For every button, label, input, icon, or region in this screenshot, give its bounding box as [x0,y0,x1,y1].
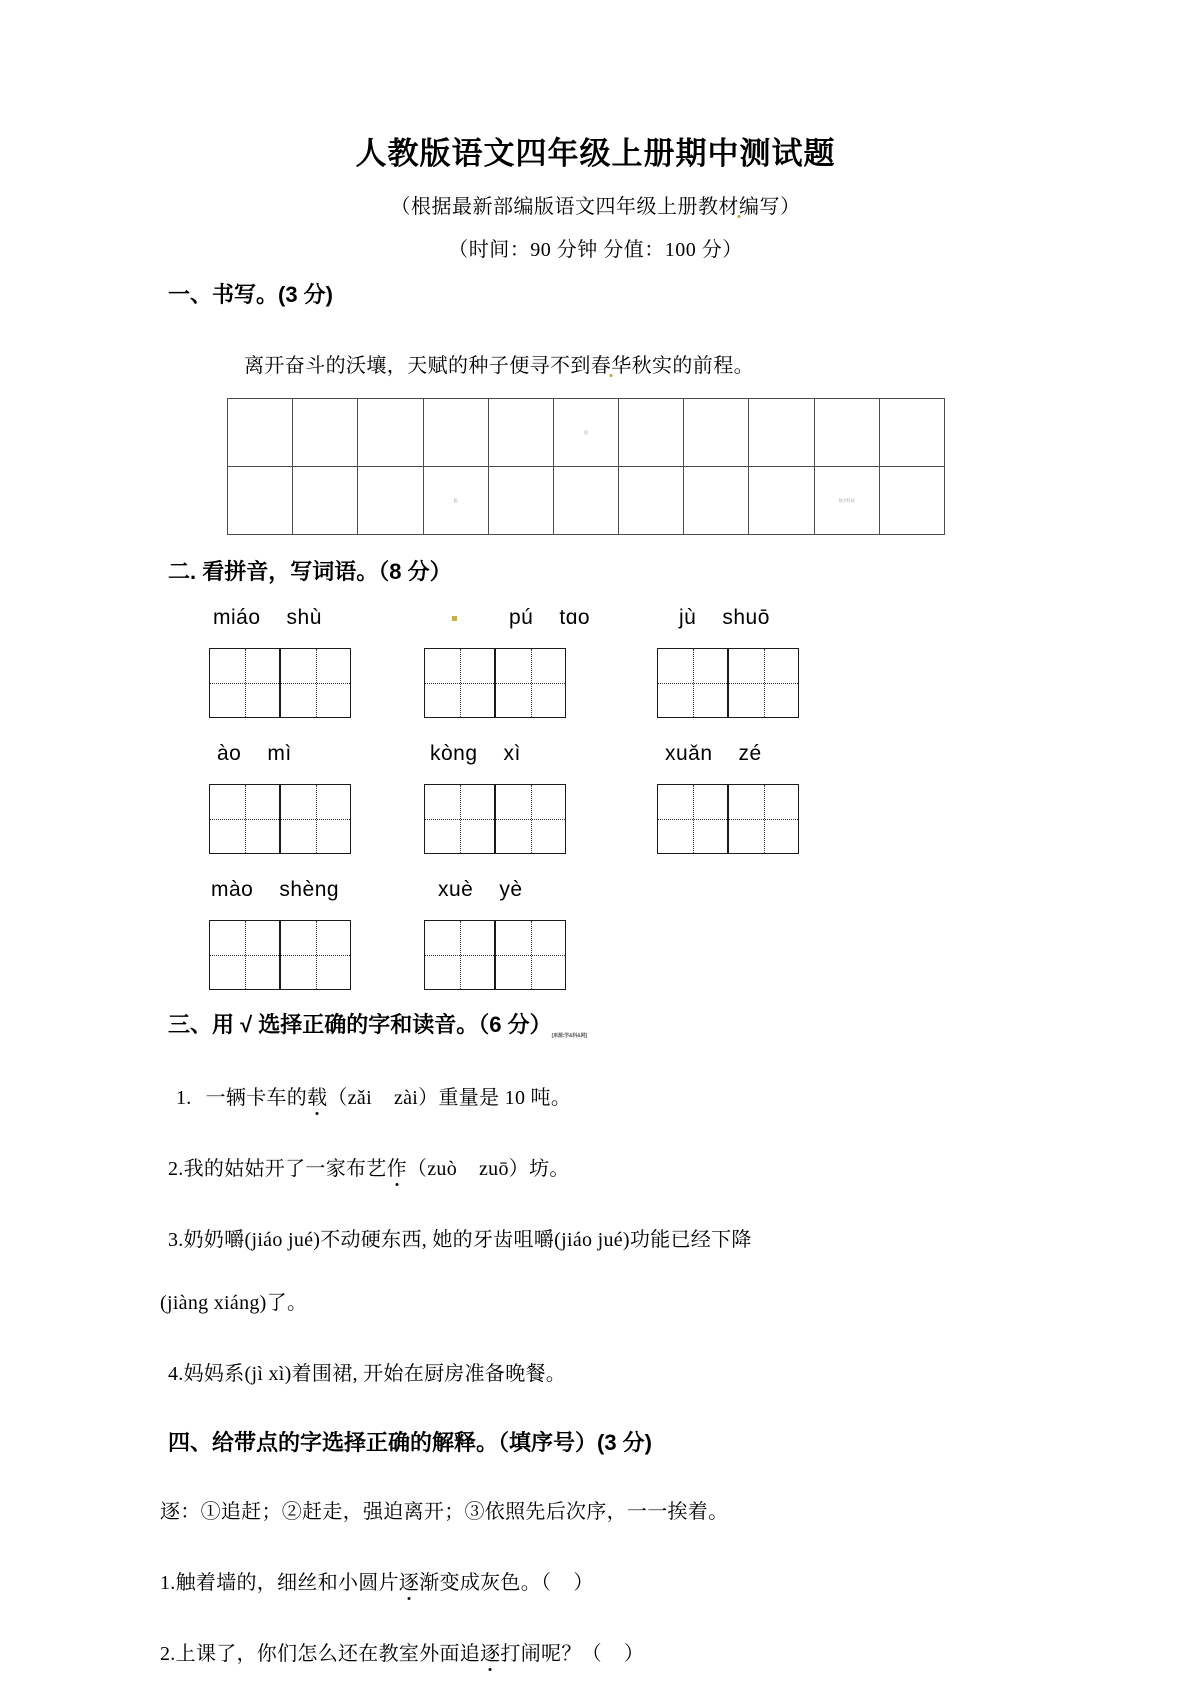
question-number: 2. [168,1158,184,1180]
question-text-pre: 一辆卡车的 [205,1087,308,1109]
tianzi-grid[interactable] [657,648,856,718]
question-number: 2. [160,1643,176,1665]
pinyin-syllable: zé [738,742,762,765]
handwriting-cell[interactable] [619,399,684,467]
handwriting-cell[interactable] [619,467,684,535]
handwriting-cell[interactable] [879,399,944,467]
pinyin-group [416,742,629,854]
pinyin-label [643,742,856,772]
tianzi-cell[interactable] [280,784,351,854]
pinyin-syllable: xì [503,742,521,765]
pinyin-label [416,878,629,908]
pinyin-group [203,878,416,990]
subtitle-text-post: 编写） [739,196,801,218]
tianzi-grid[interactable] [209,920,416,990]
tianzi-grid[interactable] [209,648,416,718]
question-text-pre: 上课了，你们怎么还在教室外面追 [175,1643,481,1665]
handwriting-cell[interactable] [358,467,423,535]
question-number: 1. [160,1572,176,1594]
section-3-heading-text: 三、用 √ 选择正确的字和读音。（6 分） [168,1012,552,1037]
handwriting-cell[interactable] [684,399,749,467]
handwriting-cell[interactable] [228,399,293,467]
pinyin-group [203,742,416,854]
tianzi-cell[interactable] [495,648,566,718]
pinyin-label [203,606,416,636]
question-3-1 [0,1059,1191,1110]
pinyin-syllable: miáo [213,606,261,629]
subtitle-text-pre: （根据最新部编版语文四年级上册教材 [390,196,739,218]
section-2-heading: 二. 看拼音，写词语。（8 分） [168,559,452,584]
dotted-char: 逐 [480,1637,500,1666]
question-number: 3. [168,1229,184,1251]
answer-blank[interactable]: ） [573,1572,596,1594]
pinyin-syllable: shuō [722,606,770,629]
pinyin-syllable: kòng [430,742,478,765]
tianzi-cell[interactable] [424,784,495,854]
pinyin-syllable: tɑo [559,606,591,629]
question-text-pre: 触着墙的，细丝和小圆片 [175,1572,399,1594]
tianzi-cell[interactable] [424,920,495,990]
question-text-post: 打闹呢？（ [500,1643,602,1665]
pinyin-group [643,742,856,854]
pinyin-exercise-block [0,586,1191,990]
handwriting-cell[interactable] [553,467,618,535]
page-title: 人教版语文四年级上册期中测试题 [355,136,836,171]
pinyin-syllable: jù [679,606,697,629]
question-text-continued[interactable]: (jiàng xiáng)了。 [160,1292,308,1314]
question-option-1[interactable]: （zuò [406,1158,457,1180]
table-row[interactable] [228,399,945,467]
dotted-char: 逐 [399,1566,419,1595]
question-3-2 [0,1130,1191,1181]
sentence-part-b: 华秋实的前程。 [611,355,755,377]
pinyin-label [416,606,629,636]
tianzi-grid[interactable] [424,648,629,718]
section-4-heading: 四、给带点的字选择正确的解释。（填序号）(3 分) [168,1430,653,1455]
question-option-1[interactable]: （zǎi [327,1087,372,1109]
pinyin-label [203,878,416,908]
answer-blank[interactable]: ） [623,1643,646,1665]
handwriting-cell[interactable] [814,467,879,535]
pinyin-row [0,878,1191,990]
handwriting-cell[interactable] [749,399,814,467]
pinyin-syllable: shù [286,606,322,629]
tianzi-cell[interactable] [657,648,728,718]
question-4-1 [0,1544,1191,1595]
question-text[interactable]: 妈妈系(jì xì)着围裙, 开始在厨房准备晚餐。 [183,1363,567,1385]
question-number: 1. [176,1087,192,1109]
handwriting-cell[interactable] [423,399,488,467]
pinyin-syllable: shèng [279,878,340,901]
pinyin-group [416,606,629,718]
handwriting-grid[interactable] [227,398,945,535]
definition-text: 逐：①追赶；②赶走，强迫离开；③依照先后次序，一一挨着。 [160,1501,729,1523]
question-4-2 [0,1615,1191,1666]
question-option-2[interactable]: zuō）坊。 [479,1158,570,1180]
pinyin-syllable: xuè [438,878,474,901]
handwriting-cell[interactable] [553,399,618,467]
question-3-3-cont [0,1272,1191,1315]
tianzi-grid[interactable] [657,784,856,854]
pinyin-group [203,606,416,718]
tianzi-cell[interactable] [209,920,280,990]
question-text-pre: 我的姑姑开了一家布艺 [183,1158,387,1180]
section-1-heading: 一、书写。(3 分) [168,282,334,307]
tianzi-cell[interactable] [280,648,351,718]
pinyin-label [416,742,629,772]
handwriting-cell[interactable] [814,399,879,467]
handwriting-cell[interactable] [293,467,358,535]
pinyin-syllable: pú [509,606,534,629]
tianzi-cell[interactable] [280,920,351,990]
sentence-part-a: 离开奋斗的沃壤，天赋的种子便寻不到春 [244,355,612,377]
tianzi-cell[interactable] [424,648,495,718]
handwriting-cell[interactable] [684,467,749,535]
handwriting-cell[interactable] [488,467,553,535]
pinyin-syllable: mì [267,742,292,765]
dotted-char: 作 [387,1152,407,1181]
tianzi-cell[interactable] [728,648,799,718]
section-1-sentence [0,329,1191,378]
handwriting-cell[interactable] [749,467,814,535]
tianzi-cell[interactable] [728,784,799,854]
section-3-heading [0,990,1191,1039]
handwriting-cell[interactable] [488,399,553,467]
handwriting-cell[interactable] [293,399,358,467]
watermark-text: 版 [583,429,588,435]
tianzi-cell[interactable] [657,784,728,854]
question-option-2[interactable]: zài）重量是 10 吨。 [393,1087,572,1109]
table-row[interactable] [228,467,945,535]
pinyin-syllable: yè [499,878,523,901]
tianzi-cell[interactable] [209,784,280,854]
tianzi-cell[interactable] [495,784,566,854]
exam-meta: （时间：90 分钟 分值：100 分） [448,239,743,261]
pinyin-syllable: xuǎn [665,742,713,765]
question-3-3 [0,1201,1191,1252]
tianzi-cell[interactable] [209,648,280,718]
source-watermark: [来源:学&科&网] [551,1033,587,1039]
pinyin-syllable: mào [211,878,254,901]
handwriting-cell[interactable] [879,467,944,535]
watermark-text: 版 [453,497,458,503]
watermark-text: 数学科网 [838,497,855,503]
handwriting-cell[interactable] [228,467,293,535]
pinyin-group [643,606,856,718]
tianzi-grid[interactable] [424,920,629,990]
dotted-char: 载 [307,1081,327,1110]
pinyin-group [416,878,629,990]
question-text-post: 渐变成灰色。（ [419,1572,552,1594]
yellow-dot-mark [452,616,457,621]
handwriting-cell[interactable] [358,399,423,467]
pinyin-syllable: ào [217,742,242,765]
section-4-definition [0,1477,1191,1524]
pinyin-label [643,606,856,636]
tianzi-grid[interactable] [424,784,629,854]
tianzi-grid[interactable] [209,784,416,854]
question-number: 4. [168,1363,184,1385]
question-text[interactable]: 奶奶嚼(jiáo jué)不动硬东西, 她的牙齿咀嚼(jiáo jué)功能已经下降 [183,1229,752,1251]
page-subtitle [0,173,1191,219]
pinyin-label [203,742,416,772]
handwriting-cell[interactable] [423,467,488,535]
tianzi-cell[interactable] [495,920,566,990]
question-3-4 [0,1335,1191,1386]
pinyin-row [0,742,1191,854]
pinyin-row [0,606,1191,718]
